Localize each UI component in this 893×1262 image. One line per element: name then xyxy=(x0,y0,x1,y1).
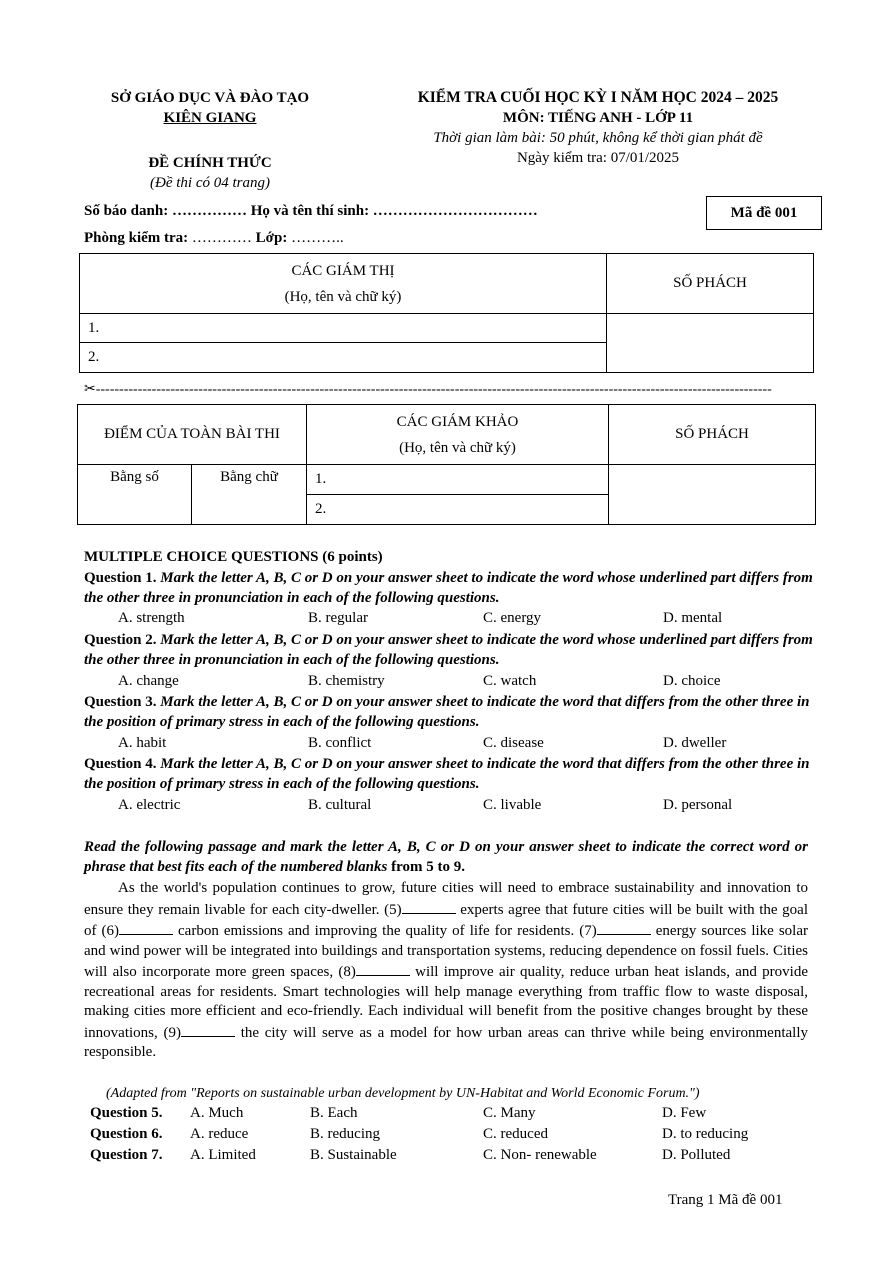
proctor-table xyxy=(79,253,814,373)
option-b: B. Sustainable xyxy=(310,1147,397,1163)
option-c: C. Non- renewable xyxy=(483,1147,597,1163)
option-b: B. regular xyxy=(308,610,368,626)
exam-subject: MÔN: TIẾNG ANH - LỚP 11 xyxy=(502,110,694,126)
option-b: B. chemistry xyxy=(308,673,385,689)
question-instruction: Mark the letter A, B, C or D on your answer sheet to indicate the word whose underlined part differs from the other three in pronunciation in each of the following questions. xyxy=(84,632,813,668)
grader-so-phach: SỐ PHÁCH xyxy=(609,405,816,465)
option-b: B. conflict xyxy=(308,735,372,751)
proctor-so-phach-cell xyxy=(607,314,814,373)
option-d: D. mental xyxy=(663,610,723,626)
blank-9 xyxy=(181,1022,235,1037)
question-label: Question 5. xyxy=(90,1105,163,1121)
option-d: D. to reducing xyxy=(662,1126,749,1142)
question-1-options xyxy=(118,610,818,630)
proctor-subtitle: (Họ, tên và chữ ký) xyxy=(284,288,402,305)
option-d: D. Few xyxy=(662,1105,707,1121)
passage-instruction-tail: from 5 to 9. xyxy=(387,858,465,875)
option-a: A. change xyxy=(118,673,179,689)
option-b: B. Each xyxy=(310,1105,358,1121)
question-6-row xyxy=(90,1126,810,1146)
page-footer: Trang 1 Mã đề 001 xyxy=(668,1192,783,1208)
grader-subtitle: (Họ, tên và chữ ký) xyxy=(399,439,516,456)
question-label: Question 3. xyxy=(84,694,157,710)
official-label: ĐỀ CHÍNH THỨC xyxy=(148,155,272,171)
question-4-options xyxy=(118,797,818,817)
exam-title: KIỂM TRA CUỐI HỌC KỲ I NĂM HỌC 2024 – 2025 xyxy=(417,89,779,106)
grader-table xyxy=(77,404,816,525)
option-a: A. Much xyxy=(190,1105,244,1121)
grader-so-phach-cell xyxy=(609,465,816,525)
grader-title: CÁC GIÁM KHẢO xyxy=(396,413,519,430)
passage-seg-4: energy sources like solar and wind power will be integrated into buildings and transportation systems, reducing dependence on fossil fuels. Cities will also incorporate more green spaces, (8) xyxy=(84,923,808,980)
passage-seg-6: the city will serve as a model for how urban areas can thrive while being environmentally responsible. xyxy=(84,1024,808,1060)
question-2-options xyxy=(118,673,818,693)
candidate-id-line: Số báo danh: …………… Họ và tên thí sinh: …………………………… xyxy=(84,203,538,219)
class-label: Lớp: xyxy=(255,230,288,246)
passage-seg-3: carbon emissions and improving the quality of life for residents. (7) xyxy=(173,923,597,939)
grader-row-2: 2. xyxy=(307,495,609,525)
question-4 xyxy=(84,755,814,794)
exam-header-block xyxy=(368,88,828,168)
blank-8 xyxy=(356,961,410,976)
grader-row-1: 1. xyxy=(307,465,609,495)
option-b: B. reducing xyxy=(310,1126,380,1142)
exam-date: Ngày kiểm tra: 07/01/2025 xyxy=(516,150,680,166)
option-c: C. disease xyxy=(483,735,544,751)
question-1 xyxy=(84,569,814,608)
cut-line: ✂------------------------------------------------------------------------------------------------------------------------------------------------- xyxy=(84,382,772,397)
option-c: C. watch xyxy=(483,673,537,689)
proctor-row-1: 1. xyxy=(80,314,607,343)
question-instruction: Mark the letter A, B, C or D on your answer sheet to indicate the word whose underlined part differs from the other three in pronunciation in each of the following questions. xyxy=(84,570,813,606)
room-dots: ………… xyxy=(188,230,256,246)
passage-seg-5: will improve air quality, reduce urban heat islands, and provide recreational areas for residents. Smart technologies will help manage everything from traffic flow to waste disposal, making cities more efficient and eco-friendly. Each individual will benefit from the positive changes brought by these innovations, (9) xyxy=(84,964,808,1041)
option-a: A. habit xyxy=(118,735,167,751)
passage-body xyxy=(84,879,808,1063)
question-label: Question 6. xyxy=(90,1126,163,1142)
proctor-so-phach: SỐ PHÁCH xyxy=(607,254,814,314)
question-2 xyxy=(84,631,814,670)
blank-7 xyxy=(597,920,651,935)
passage-seg-2: experts agree that future cities will be built with the goal of (6) xyxy=(84,901,809,939)
question-label: Question 1. xyxy=(84,570,157,586)
option-a: A. strength xyxy=(118,610,185,626)
proctor-row-2: 2. xyxy=(80,343,607,373)
option-d: D. choice xyxy=(663,673,721,689)
question-instruction: Mark the letter A, B, C or D on your answer sheet to indicate the word that differs from the other three in the position of primary stress in each of the following questions. xyxy=(84,756,810,792)
passage-instruction xyxy=(84,838,808,877)
exam-duration: Thời gian làm bài: 50 phút, không kể thời gian phát đề xyxy=(433,130,763,146)
province-name: KIÊN GIANG xyxy=(163,110,257,126)
option-c: C. reduced xyxy=(483,1126,548,1142)
official-block xyxy=(70,153,350,193)
option-d: D. dweller xyxy=(663,735,727,751)
question-label: Question 7. xyxy=(90,1147,163,1163)
score-header: ĐIỂM CỦA TOÀN BÀI THI xyxy=(78,405,307,465)
blank-5 xyxy=(402,899,456,914)
blank-6 xyxy=(119,920,173,935)
class-dots: ……….. xyxy=(287,230,344,246)
grader-header xyxy=(307,405,609,465)
passage-source: (Adapted from "Reports on sustainable urban development by UN-Habitat and World Economic Forum.") xyxy=(106,1086,700,1101)
proctor-header xyxy=(80,254,607,314)
option-d: D. Polluted xyxy=(662,1147,731,1163)
option-c: C. energy xyxy=(483,610,542,626)
option-c: C. livable xyxy=(483,797,542,813)
exam-code-box: Mã đề 001 xyxy=(706,196,822,230)
score-by-words: Bằng chữ xyxy=(192,465,307,525)
option-b: B. cultural xyxy=(308,797,372,813)
question-3 xyxy=(84,693,814,732)
question-7-row xyxy=(90,1147,810,1167)
question-label: Question 2. xyxy=(84,632,157,648)
option-a: A. electric xyxy=(118,797,181,813)
question-3-options xyxy=(118,735,818,755)
question-instruction: Mark the letter A, B, C or D on your answer sheet to indicate the word that differs from the other three in the position of primary stress in each of the following questions. xyxy=(84,694,810,730)
option-a: A. reduce xyxy=(190,1126,249,1142)
question-label: Question 4. xyxy=(84,756,157,772)
option-d: D. personal xyxy=(663,797,733,813)
option-a: A. Limited xyxy=(190,1147,256,1163)
room-label: Phòng kiểm tra: xyxy=(84,230,189,246)
passage-seg-1: As the world's population continues to grow, future cities will need to embrace sustainability and innovation to ensure they remain livable for each city-dweller. (5) xyxy=(84,880,808,918)
option-c: C. Many xyxy=(483,1105,536,1121)
pages-note: (Đề thi có 04 trang) xyxy=(150,175,270,191)
section-title: MULTIPLE CHOICE QUESTIONS (6 points) xyxy=(84,549,383,565)
department-name: SỞ GIÁO DỤC VÀ ĐÀO TẠO xyxy=(110,90,310,106)
room-class-line xyxy=(84,230,344,247)
score-by-number: Bằng số xyxy=(78,465,192,525)
department-block xyxy=(70,88,350,128)
question-5-row xyxy=(90,1105,810,1125)
proctor-title: CÁC GIÁM THỊ xyxy=(291,262,395,279)
passage-instruction-text: Read the following passage and mark the letter A, B, C or D on your answer sheet to indicate the correct word or phrase that best fits each of the numbered blanks xyxy=(84,839,808,875)
